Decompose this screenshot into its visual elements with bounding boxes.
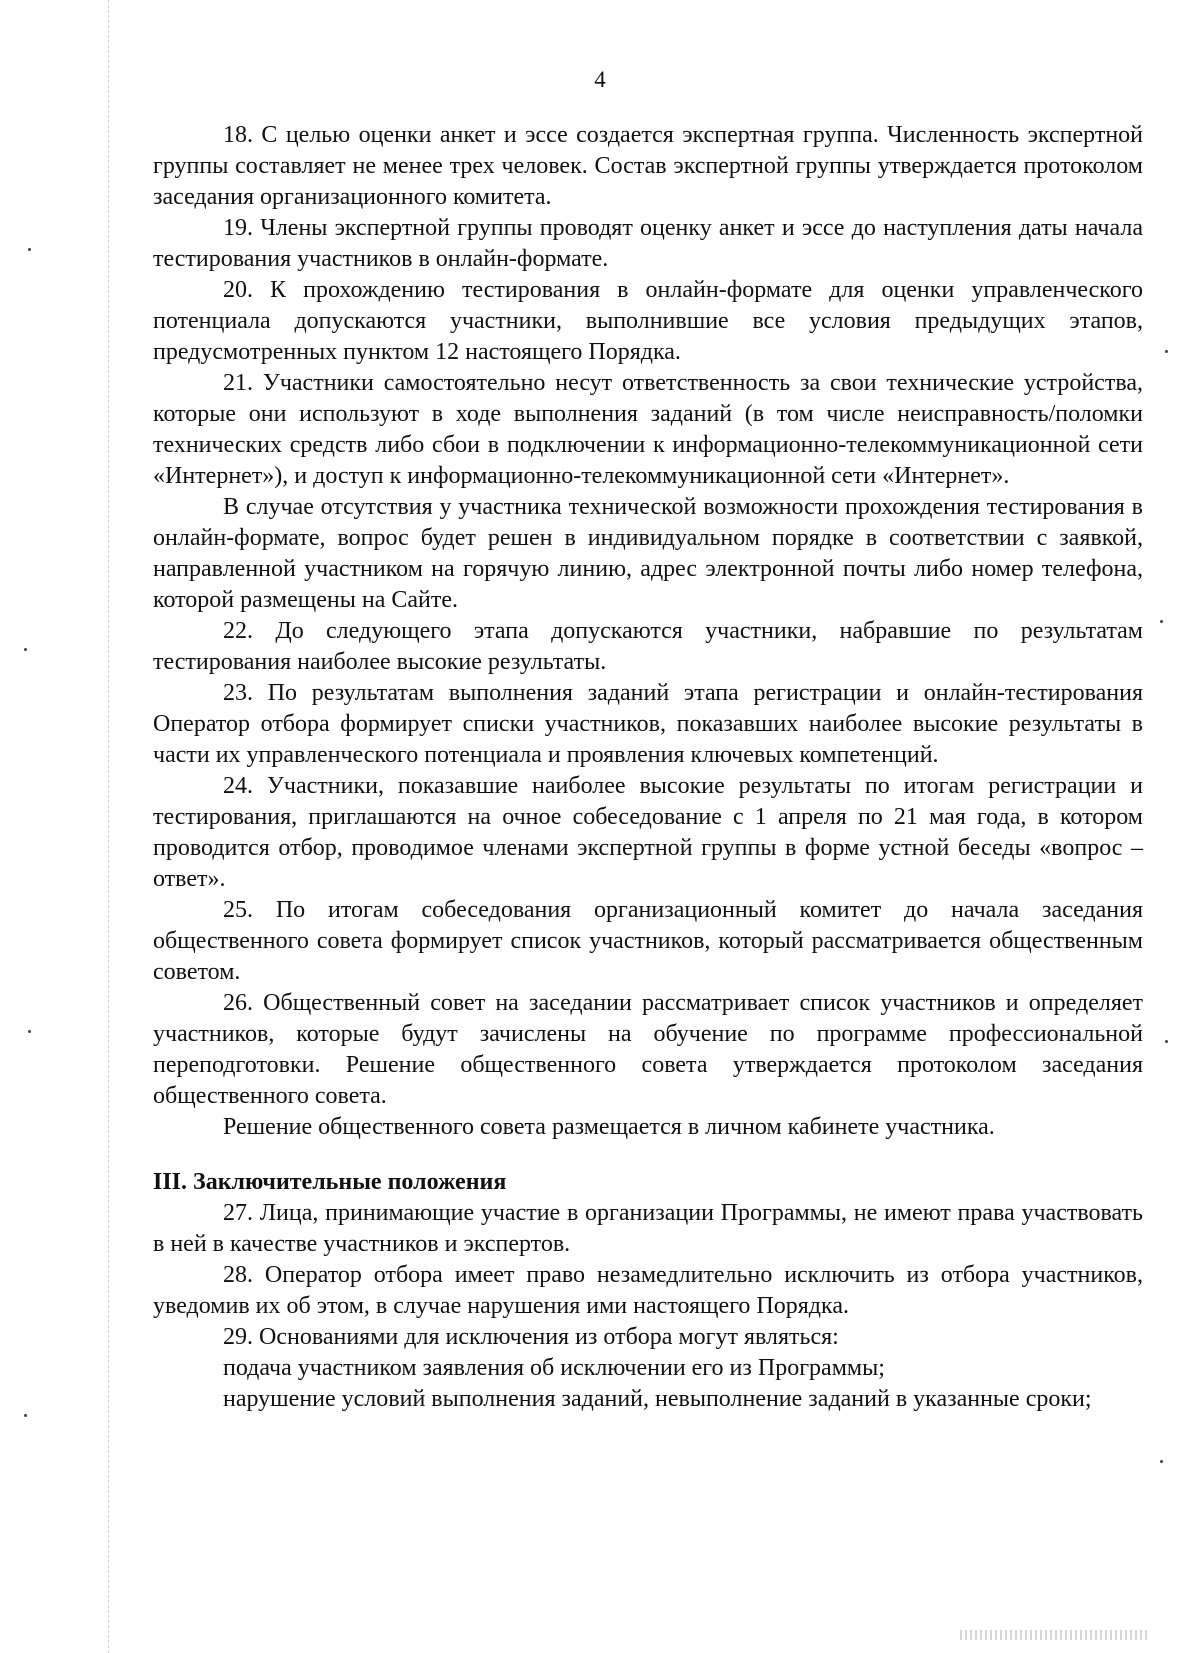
paragraph-29-item-1: подача участником заявления об исключении его из Программы; bbox=[223, 1355, 885, 1381]
paragraph-20: 20. К прохождению тестирования в онлайн-формате для оценки управленческого потенциала допускаются участники, выполнившие все условия предыдущих этапов, предусмотренных пунктом 12 настоящего Порядка. bbox=[153, 277, 1143, 365]
scan-speck bbox=[1160, 1460, 1163, 1463]
scan-speck bbox=[1165, 1040, 1168, 1043]
paragraph-24: 24. Участники, показавшие наиболее высокие результаты по итогам регистрации и тестирования, приглашаются на очное собеседование с 1 апреля по 21 мая года, в котором проводится отбор, проводимое членами экспертной группы в форме устной беседы «вопрос – ответ». bbox=[153, 773, 1143, 892]
scan-speck bbox=[24, 648, 27, 651]
scan-noise bbox=[960, 1630, 1150, 1640]
paragraph-23: 23. По результатам выполнения заданий этапа регистрации и онлайн-тестирования Оператор отбора формирует списки участников, показавших наиболее высокие результаты в части их управленческого потенциала и проявления ключевых компетенций. bbox=[153, 680, 1143, 768]
paragraph-25: 25. По итогам собеседования организационный комитет до начала заседания общественного совета формирует список участников, который рассматривается общественным советом. bbox=[153, 897, 1143, 985]
paragraph-21: 21. Участники самостоятельно несут ответственность за свои технические устройства, которые они используют в ходе выполнения заданий (в том числе неисправность/поломки технических средств либо сбои в подключении к информационно-телекоммуникационной сети «Интернет»), и доступ к информационно-телекоммуникационной сети «Интернет». bbox=[153, 370, 1143, 489]
paragraph-29: 29. Основаниями для исключения из отбора могут являться: bbox=[223, 1324, 839, 1350]
paragraph-26-continuation: Решение общественного совета размещается в личном кабинете участника. bbox=[223, 1114, 995, 1140]
scan-speck bbox=[28, 1030, 31, 1033]
paragraph-22: 22. До следующего этапа допускаются участники, набравшие по результатам тестирования наиболее высокие результаты. bbox=[153, 618, 1143, 675]
paragraph-28: 28. Оператор отбора имеет право незамедлительно исключить из отбора участников, уведомив их об этом, в случае нарушения ими настоящего Порядка. bbox=[153, 1262, 1143, 1319]
scan-speck bbox=[24, 1414, 27, 1417]
scan-speck bbox=[1160, 620, 1163, 623]
paragraph-26: 26. Общественный совет на заседании рассматривает список участников и определяет участников, которые будут зачислены на обучение по программе профессиональной переподготовки. Решение общественного совета утверждается протоколом заседания общественного совета. bbox=[153, 990, 1143, 1109]
scan-speck bbox=[28, 248, 31, 251]
paragraph-29-item-2: нарушение условий выполнения заданий, невыполнение заданий в указанные сроки; bbox=[223, 1386, 1092, 1412]
document-body bbox=[153, 120, 1143, 1415]
binding-margin-line bbox=[108, 0, 109, 1653]
paragraph-21-continuation: В случае отсутствия у участника технической возможности прохождения тестирования в онлайн-формате, вопрос будет решен в индивидуальном порядке в соответствии с заявкой, направленной участником на горячую линию, адрес электронной почты либо номер телефона, которой размещены на Сайте. bbox=[153, 494, 1143, 613]
section-heading: III. Заключительные положения bbox=[153, 1169, 507, 1195]
paragraph-18: 18. С целью оценки анкет и эссе создается экспертная группа. Численность экспертной группы составляет не менее трех человек. Состав экспертной группы утверждается протоколом заседания организационного комитета. bbox=[153, 122, 1143, 210]
scan-speck bbox=[1165, 350, 1168, 353]
page-number: 4 bbox=[594, 67, 606, 92]
paragraph-19: 19. Члены экспертной группы проводят оценку анкет и эссе до наступления даты начала тестирования участников в онлайн-формате. bbox=[153, 215, 1143, 272]
paragraph-27: 27. Лица, принимающие участие в организации Программы, не имеют права участвовать в ней в качестве участников и экспертов. bbox=[153, 1200, 1143, 1257]
